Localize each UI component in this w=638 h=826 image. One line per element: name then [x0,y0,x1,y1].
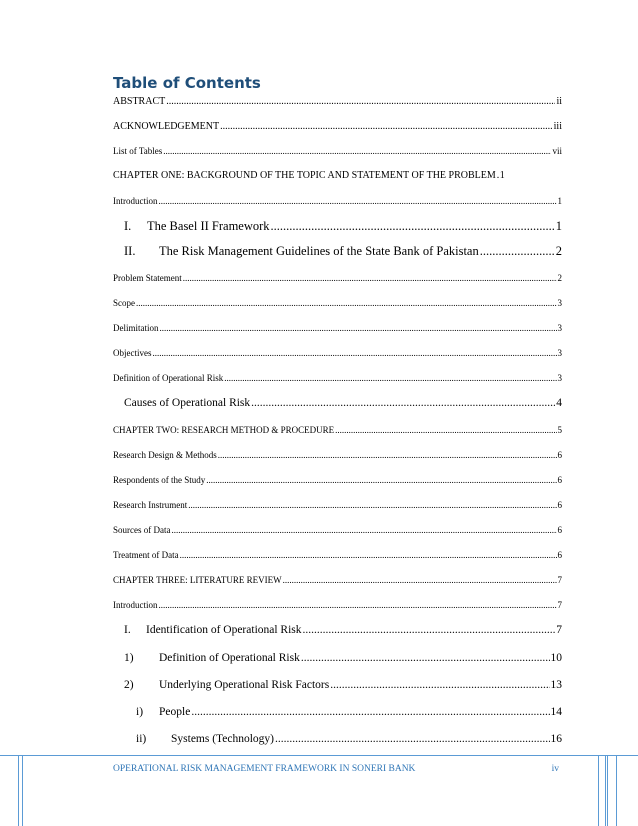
dot-leader [283,575,557,585]
toc-entry-label: Causes of Operational Risk [124,397,251,409]
toc-entry-page: 6 [557,475,562,485]
toc-entry-label: Definition of Operational Risk [159,652,300,664]
toc-entry-label: Sources of Data [113,525,171,535]
dot-leader [480,244,555,259]
dot-leader [191,706,549,718]
toc-entry-label: CHAPTER THREE: LITERATURE REVIEW [113,575,282,585]
toc-entry[interactable] [113,146,562,156]
toc-entry-page: 6 [557,450,562,460]
toc-entry[interactable] [113,323,562,333]
toc-entry-page: 7 [556,624,562,636]
toc-entry-label: Research Design & Methods [113,450,217,460]
toc-entry-label: Objectives [113,348,152,358]
toc-entry-label: Problem Statement [113,273,182,283]
toc-entry-label: Respondents of the Study [113,475,206,485]
toc-entry-label: CHAPTER TWO: RESEARCH METHOD & PROCEDURE [113,425,335,435]
toc-entry-number: ii) [136,733,147,745]
toc-entry-label: CHAPTER ONE: BACKGROUND OF THE TOPIC AND STATEMENT OF THE PROBLEM [113,170,496,181]
toc-entry[interactable] [113,196,562,206]
toc-entry-label: People [159,706,191,718]
dot-leader [180,550,557,560]
toc-entry-page: 10 [550,652,562,664]
footer-decoration-right-outer [607,755,617,826]
toc-entry[interactable] [113,575,562,585]
toc-entry-number: I. [124,624,131,636]
toc-entry-number: II. [124,244,136,258]
toc-entry-page: 2 [555,244,562,258]
toc-entry[interactable] [136,733,562,745]
toc-entry-number: I. [124,219,132,233]
toc-entry-label: Systems (Technology) [171,733,275,745]
dot-leader [183,273,557,283]
toc-entry-page: 3 [557,323,562,333]
dot-leader [218,450,557,460]
toc-entry[interactable] [113,475,562,485]
dot-leader [251,397,555,409]
dot-leader [171,525,556,535]
toc-entry-page: 3 [557,373,562,383]
footer-page-number: iv [551,764,559,774]
dot-leader [224,373,556,383]
dot-leader [136,298,557,308]
toc-entry-label: ABSTRACT [113,96,166,107]
toc-entry-page: 5 [557,425,562,435]
toc-entry-label: Research Instrument [113,500,188,510]
dot-leader [497,170,499,181]
toc-entry[interactable] [113,170,562,181]
toc-entry[interactable] [124,652,562,664]
toc-entry-page: 1 [557,196,562,206]
toc-entry[interactable] [113,600,562,610]
toc-entry-page: iii [553,121,562,132]
dot-leader [271,219,555,234]
toc-entry[interactable] [113,121,562,132]
toc-entry-page: 7 [557,600,562,610]
toc-entry-page: 14 [550,706,562,718]
toc-entry-page: ii [556,96,562,107]
footer-rule [0,755,638,756]
toc-entry-number: i) [136,706,144,718]
toc-entry-page: 13 [550,679,562,691]
toc-entry[interactable] [124,397,562,409]
dot-leader [159,196,557,206]
page-footer [113,764,559,774]
dot-leader [303,624,556,636]
toc-entry[interactable] [113,525,562,535]
dot-leader [206,475,556,485]
toc-entry[interactable] [124,624,562,636]
toc-entry-label: Underlying Operational Risk Factors [159,679,330,691]
toc-entry-label: List of Tables [113,146,163,156]
toc-entry-label: Definition of Operational Risk [113,373,224,383]
toc-entry[interactable] [113,450,562,460]
toc-entry-page: 7 [557,575,562,585]
toc-entry-label: Delimitation [113,323,159,333]
toc-entry-page: 6 [557,525,562,535]
toc-entry-page: 6 [557,500,562,510]
toc-entry-label: Treatment of Data [113,550,179,560]
toc-entry-label: ACKNOWLEDGEMENT [113,121,220,132]
toc-entry-label: Scope [113,298,135,308]
toc-entry[interactable] [124,219,562,234]
toc-entry-page: 6 [557,550,562,560]
dot-leader [153,348,557,358]
toc-entry-label: Introduction [113,600,158,610]
toc-entry-number: 2) [124,679,134,691]
toc-entry[interactable] [124,244,562,259]
toc-entry[interactable] [113,273,562,283]
toc-entry-page: 1 [555,219,562,233]
dot-leader [301,652,550,664]
toc-entry-label: Introduction [113,196,158,206]
dot-leader [220,121,553,132]
footer-decoration-left [18,755,23,826]
toc-entry[interactable] [113,298,562,308]
toc-entry[interactable] [113,373,562,383]
dot-leader [275,733,549,745]
toc-entry[interactable] [124,679,562,691]
toc-entry-number: 1) [124,652,134,664]
footer-decoration-right [598,755,606,826]
toc-entry-page: 3 [557,298,562,308]
toc-title: Table of Contents [113,74,261,92]
dot-leader [166,96,555,107]
toc-entry[interactable] [113,348,562,358]
toc-entry[interactable] [113,425,562,435]
dot-leader [163,146,551,156]
toc-entry[interactable] [113,550,562,560]
toc-entry-label: The Risk Management Guidelines of the State Bank of Pakistan [159,244,479,258]
toc-entry-page: vii [552,146,562,156]
toc-entry-label: Identification of Operational Risk [146,624,302,636]
toc-entry[interactable] [113,96,562,107]
toc-entry-page: 3 [557,348,562,358]
toc-entry-page: 4 [556,397,562,409]
toc-entry[interactable] [136,706,562,718]
dot-leader [335,425,556,435]
toc-entry[interactable] [113,500,562,510]
toc-entry-page: 16 [550,733,562,745]
dot-leader [188,500,556,510]
dot-leader [330,679,549,691]
toc-entry-label: The Basel II Framework [147,219,270,233]
dot-leader [159,600,557,610]
dot-leader [160,323,557,333]
toc-entry-page: 2 [557,273,562,283]
toc-entry-page: 1 [499,170,505,181]
footer-title: OPERATIONAL RISK MANAGEMENT FRAMEWORK IN SONERI BANK [113,764,416,774]
